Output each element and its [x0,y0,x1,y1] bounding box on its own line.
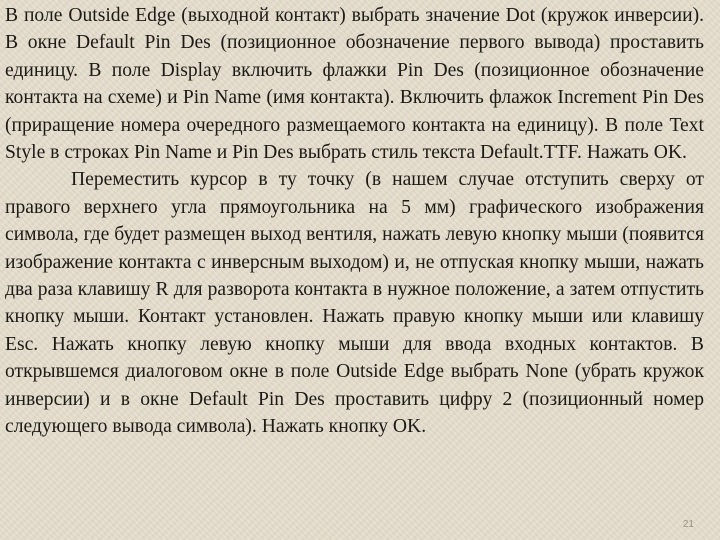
instruction-paragraph-1: В поле Outside Edge (выходной контакт) выбрать значение Dot (кружок инверсии). В окне Default Pin Des (позиционное обозначение первого вывода) проставить единицу. В поле Display включить флажки Pin Des (позиционное обозначение контакта на схеме) и Pin Name (имя контакта). Включить флажок Increment Pin Des (приращение номера очередного размещаемого контакта на единицу). В поле Text Style в строках Pin Name и Pin Des выбрать стиль текста Default.TTF. Нажать OK. [5,5,704,164]
instruction-paragraph-2: Переместить курсор в ту точку (в нашем случае отступить сверху от правого верхнего угла прямоугольника на 5 мм) графического изображения символа, где будет размещен выход вентиля, нажать левую кнопку мыши (появится изображение контакта с инверсным выходом) и, не отпуская кнопку мыши, нажать два раза клавишу R для разворота контакта в нужное положение, а затем отпустить кнопку мыши. Контакт установлен. Нажать правую кнопку мыши или клавишу Esc. Нажать кнопку левую кнопку мыши для ввода входных контактов. В открывшемся диалоговом окне в поле Outside Edge выбрать None (убрать кружок инверсии) и в окне Default Pin Des проставить цифру 2 (позиционный номер следующего вывода символа). Нажать кнопку OK. [5,169,704,438]
slide-number: 21 [682,519,694,530]
slide-body-text [5,2,704,441]
